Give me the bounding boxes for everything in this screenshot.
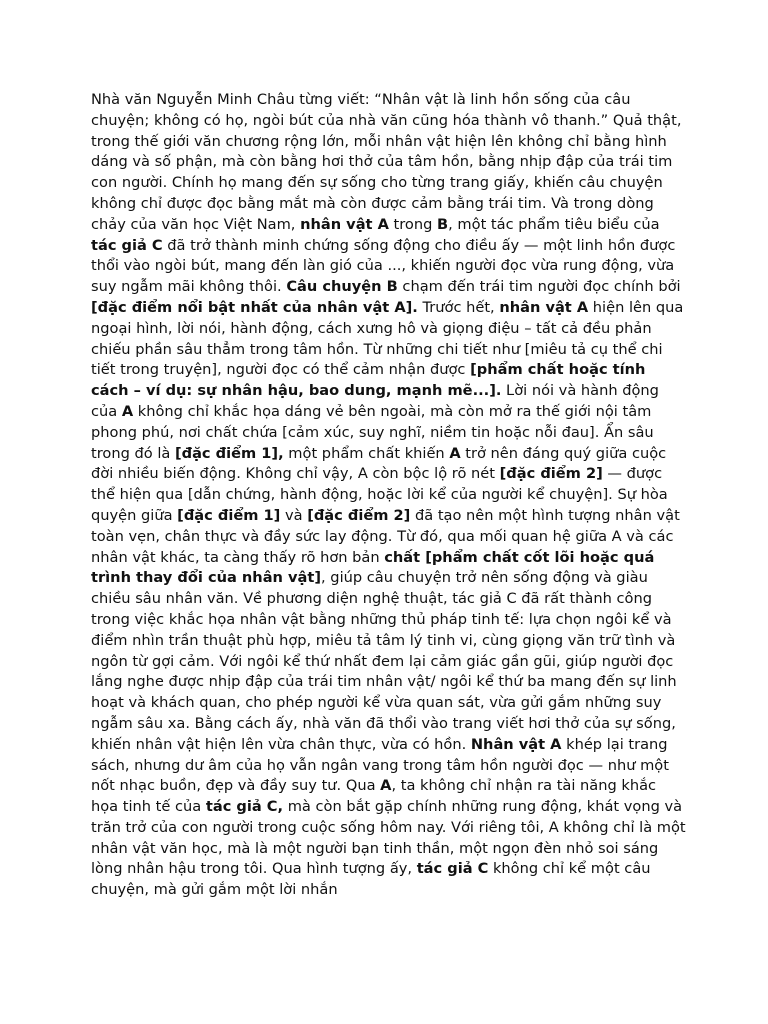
essay-paragraph: [91, 90, 687, 901]
bold-text-segment: [phẩm chất hoặc tính cách – ví dụ: sự nhân hậu, bao dung, mạnh mẽ...].: [91, 361, 646, 400]
text-segment: trong: [388, 215, 438, 233]
text-segment: , một tác phẩm tiêu biểu của: [448, 215, 660, 233]
document-page: [91, 90, 687, 901]
text-segment: Nhà văn Nguyễn Minh Châu từng viết: “Nhân vật là linh hồn sống của câu chuyện; không có họ, ngòi bút của nhà văn cũng hóa thành vô thanh.” Quả thật, trong thế giới văn chương rộng lớn, mỗi nhân vật hiện lên không chỉ bằng hình dáng và số phận, mà còn bằng hơi thở của tâm hồn, bằng nhịp đập của trái tim con người. Chính họ mang đến sự sống cho từng trang giấy, khiến câu chuyện không chỉ được đọc bằng mắt mà còn được cảm bằng trái tim. Và trong dòng chảy của văn học Việt Nam,: [91, 91, 682, 233]
text-segment: hiện lên qua ngoại hình, lời nói, hành động, cách xưng hô và giọng điệu – tất cả đều phản chiếu phần sâu thẳm trong tâm hồn. Từ những chi tiết như [miêu tả cụ thể chi tiết trong truyện], người đọc có thể cảm nhận được: [91, 298, 684, 379]
bold-text-segment: Nhân vật A: [470, 735, 562, 753]
bold-text-segment: [đặc điểm 1]: [177, 506, 281, 524]
bold-text-segment: nhân vật A: [300, 215, 389, 233]
bold-text-segment: [đặc điểm nổi bật nhất của nhân vật A].: [91, 298, 418, 316]
text-segment: khép lại trang sách, nhưng dư âm của họ vẫn ngân vang trong tâm hồn người đọc — như một nốt nhạc buồn, đẹp và đầy suy tư. Qua: [91, 735, 669, 795]
text-segment: Trước hết,: [417, 298, 500, 316]
bold-text-segment: [đặc điểm 1],: [174, 444, 284, 462]
text-segment: , ta không chỉ nhận ra tài năng khắc họa tinh tế của: [91, 777, 657, 816]
bold-text-segment: A: [121, 402, 134, 420]
bold-text-segment: [đặc điểm 2]: [307, 506, 411, 524]
bold-text-segment: nhân vật A: [499, 298, 589, 316]
text-segment: đã trở thành minh chứng sống động cho điều ấy — một linh hồn được thổi vào ngòi bút, mang đến làn gió của ..., khiến người đọc vừa rung động, vừa suy ngẫm mãi không thôi.: [91, 236, 676, 296]
text-segment: không chỉ kể một câu chuyện, mà gửi gắm một lời nhắn: [91, 860, 651, 899]
text-segment: không chỉ khắc họa dáng vẻ bên ngoài, mà còn mở ra thế giới nội tâm phong phú, nơi chất chứa [cảm xúc, suy nghĩ, niềm tin hoặc nỗi đau]. Ẩn sâu trong đó là: [91, 402, 654, 462]
text-segment: và: [280, 506, 308, 524]
bold-text-segment: Câu chuyện B: [286, 278, 398, 296]
bold-text-segment: tác giả C,: [205, 798, 284, 816]
text-segment: — được thể hiện qua [dẫn chứng, hành động, hoặc lời kể của người kể chuyện]. Sự hòa quyện giữa: [91, 465, 668, 524]
text-segment: chạm đến trái tim người đọc chính bởi: [397, 278, 681, 296]
bold-text-segment: tác giả C: [91, 236, 163, 254]
bold-text-segment: [đặc điểm 2]: [499, 465, 603, 483]
text-segment: mà còn bắt gặp chính những rung động, khát vọng và trăn trở của con người trong cuộc sống hôm nay. Với riêng tôi, A không chỉ là một nhân vật văn học, mà là một người bạn tinh thần, một ngọn đèn nhỏ soi sáng lòng nhân hậu trong tôi. Qua hình tượng ấy,: [91, 798, 686, 878]
bold-text-segment: A: [449, 444, 461, 462]
bold-text-segment: chất [phẩm chất cốt lõi hoặc quá trình thay đổi của nhân vật]: [91, 548, 655, 587]
text-segment: đã tạo nên một hình tượng nhân vật toàn vẹn, chân thực và đầy sức lay động. Từ đó, qua mối quan hệ giữa A và các nhân vật khác, ta càng thấy rõ hơn bản: [91, 506, 680, 566]
text-segment: Lời nói và hành động của: [91, 382, 659, 420]
text-segment: trở nên đáng quý giữa cuộc đời nhiều biến động. Không chỉ vậy, A còn bộc lộ rõ nét: [91, 444, 667, 483]
bold-text-segment: B: [437, 215, 449, 233]
text-segment: một phẩm chất khiến: [283, 444, 450, 462]
bold-text-segment: tác giả C: [416, 860, 489, 878]
bold-text-segment: A: [380, 777, 392, 795]
text-segment: , giúp câu chuyện trở nên sống động và giàu chiều sâu nhân văn. Về phương diện nghệ thuật, tác giả C đã rất thành công trong việc khắc họa nhân vật bằng những thủ pháp tinh tế: lựa chọn ngôi kể và điểm nhìn trần thuật phù hợp, miêu tả tâm lý tinh vi, cùng giọng văn trữ tình và ngôn từ gợi cảm. Với ngôi kể thứ nhất đem lại cảm giác gần gũi, giúp người đọc lắng nghe được nhịp đập của trái tim nhân vật/ ngôi kể thứ ba mang đến sự linh hoạt và khách quan, cho phép người kể vừa quan sát, vừa gửi gắm những suy ngẫm sâu xa. Bằng cách ấy, nhà văn đã thổi vào trang viết hơi thở của sự sống, khiến nhân vật hiện lên vừa chân thực, vừa có hồn.: [91, 569, 677, 753]
